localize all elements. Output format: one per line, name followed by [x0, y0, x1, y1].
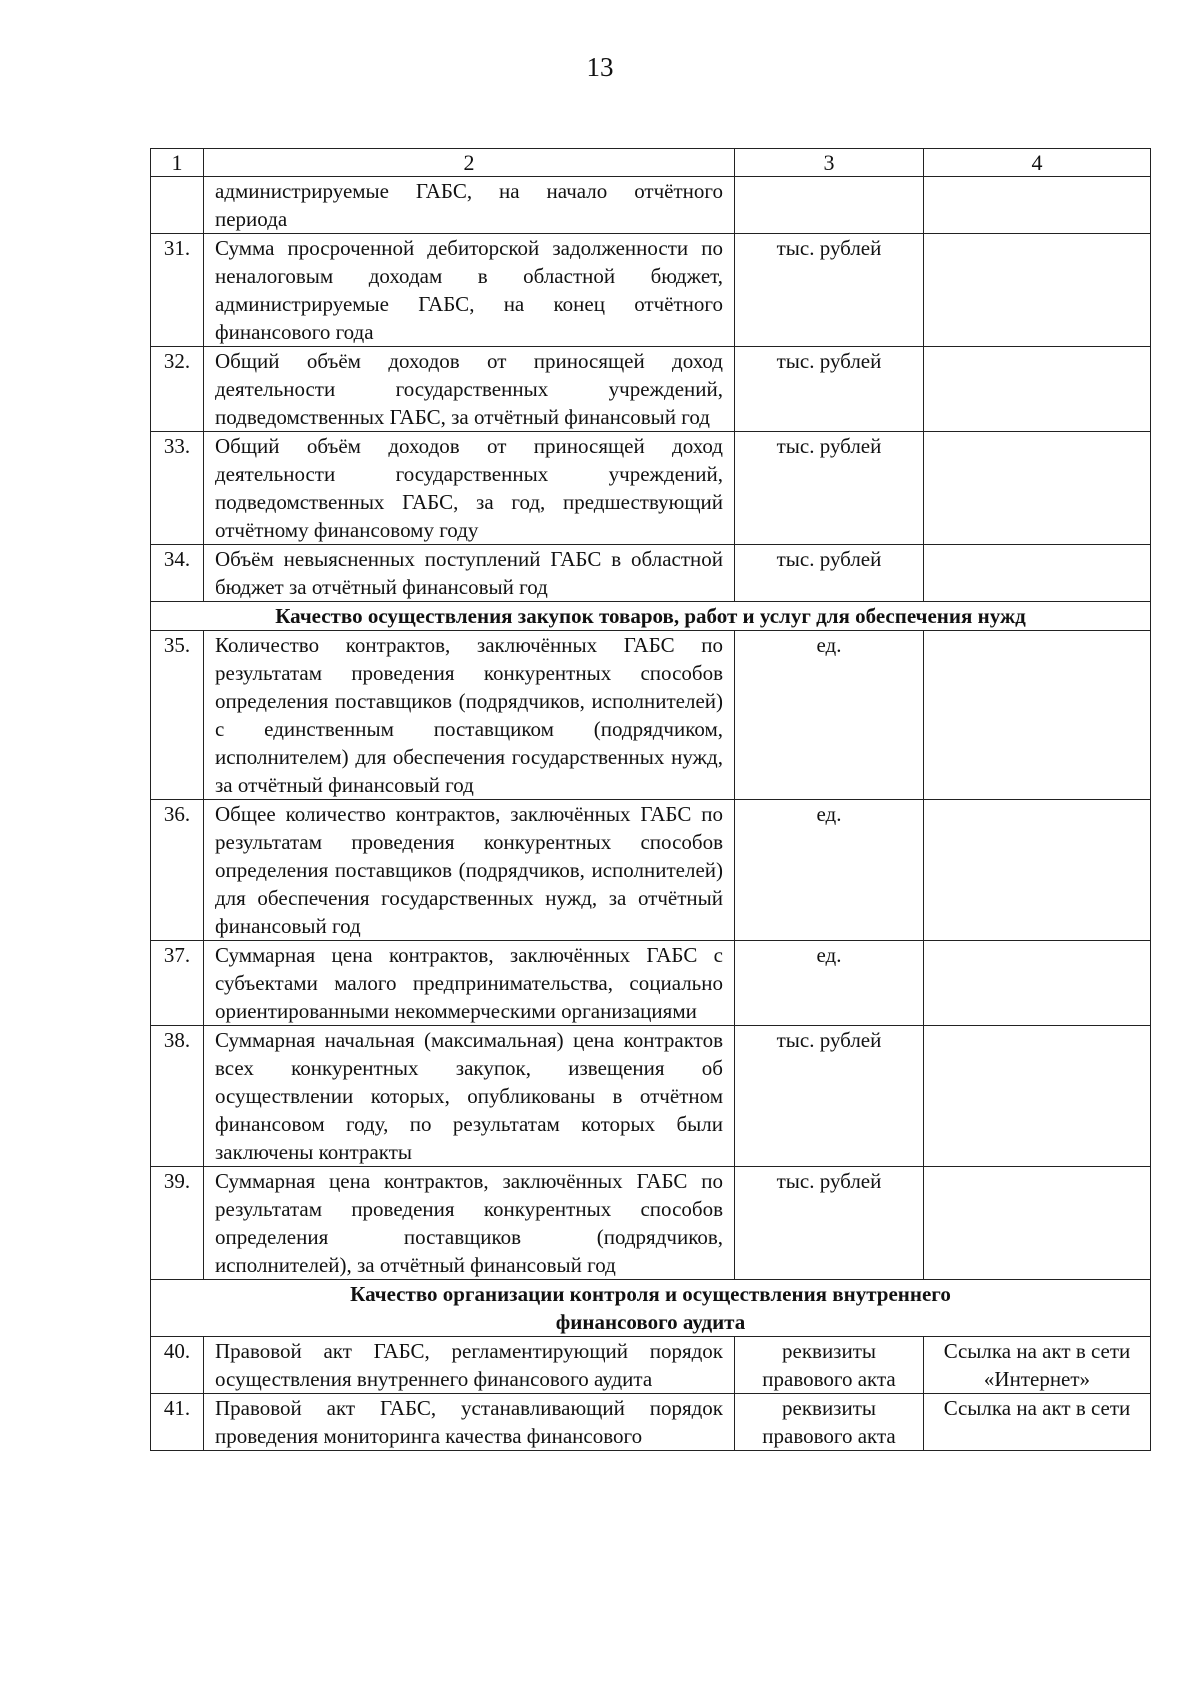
row-description: Суммарная цена контрактов, заключённых ГАБС по результатам проведения конкурентных способов определения поставщиков (подрядчиков, исполнителей), за отчётный финансовый год [204, 1167, 735, 1280]
row-value [924, 1167, 1151, 1280]
section-row [151, 602, 1151, 631]
row-value [924, 234, 1151, 347]
column-header: 4 [924, 149, 1151, 177]
table-row [151, 941, 1151, 1026]
row-description: Общий объём доходов от приносящей доход деятельности государственных учреждений, подведомственных ГАБС, за год, предшествующий отчётному финансовому году [204, 432, 735, 545]
row-number: 35. [151, 631, 204, 800]
table-row [151, 432, 1151, 545]
section-heading-line: Качество организации контроля и осуществления внутреннего [350, 1282, 951, 1306]
row-unit [735, 177, 924, 234]
row-number: 31. [151, 234, 204, 347]
table-row [151, 234, 1151, 347]
row-value [924, 1026, 1151, 1167]
row-number: 38. [151, 1026, 204, 1167]
table-row [151, 545, 1151, 602]
row-unit: тыс. рублей [735, 347, 924, 432]
row-number: 36. [151, 800, 204, 941]
table-row [151, 1026, 1151, 1167]
row-description: Суммарная начальная (максимальная) цена контрактов всех конкурентных закупок, извещения об осуществлении которых, опубликованы в отчётном финансовом году, по результатам которых были заключены контракты [204, 1026, 735, 1167]
table-row [151, 1167, 1151, 1280]
table-row [151, 177, 1151, 234]
row-number: 37. [151, 941, 204, 1026]
row-value [924, 941, 1151, 1026]
row-description: Суммарная цена контрактов, заключённых ГАБС с субъектами малого предпринимательства, социально ориентированными некоммерческими организациями [204, 941, 735, 1026]
page-number: 13 [586, 52, 614, 82]
column-header: 2 [204, 149, 735, 177]
row-unit: тыс. рублей [735, 1167, 924, 1280]
continuation-line: администрируемые ГАБС, на начало отчётного [215, 179, 723, 203]
table-row [151, 1394, 1151, 1451]
row-number: 41. [151, 1394, 204, 1451]
row-unit: ед. [735, 631, 924, 800]
table-row [151, 1337, 1151, 1394]
continuation-line: периода [215, 207, 288, 231]
row-description: Сумма просроченной дебиторской задолженности по неналоговым доходам в областной бюджет, администрируемые ГАБС, на конец отчётного финансового года [204, 234, 735, 347]
row-unit: ед. [735, 941, 924, 1026]
row-number [151, 177, 204, 234]
row-number: 33. [151, 432, 204, 545]
row-value [924, 800, 1151, 941]
row-unit: тыс. рублей [735, 1026, 924, 1167]
row-unit: реквизиты правового акта [735, 1337, 924, 1394]
table-row [151, 631, 1151, 800]
row-unit: тыс. рублей [735, 234, 924, 347]
table-row [151, 347, 1151, 432]
row-unit: реквизиты правового акта [735, 1394, 924, 1451]
column-header: 1 [151, 149, 204, 177]
row-description: Правовой акт ГАБС, устанавливающий порядок проведения мониторинга качества финансового [204, 1394, 735, 1451]
row-value [924, 177, 1151, 234]
row-unit: ед. [735, 800, 924, 941]
section-heading: Качество осуществления закупок товаров, работ и услуг для обеспечения нужд [151, 602, 1151, 631]
row-value [924, 631, 1151, 800]
row-unit: тыс. рублей [735, 432, 924, 545]
row-description: Общий объём доходов от приносящей доход деятельности государственных учреждений, подведомственных ГАБС, за отчётный финансовый год [204, 347, 735, 432]
section-heading-line: финансового аудита [555, 1310, 746, 1334]
row-description: Количество контрактов, заключённых ГАБС по результатам проведения конкурентных способов определения поставщиков (подрядчиков, исполнителей) с единственным поставщиком (подрядчиком, исполнителем) для обеспечения государственных нужд, за отчётный финансовый год [204, 631, 735, 800]
row-unit: тыс. рублей [735, 545, 924, 602]
row-number: 39. [151, 1167, 204, 1280]
row-number: 32. [151, 347, 204, 432]
row-description: Объём невыясненных поступлений ГАБС в областной бюджет за отчётный финансовый год [204, 545, 735, 602]
row-value: Ссылка на акт в сети «Интернет» [924, 1337, 1151, 1394]
row-description: Общее количество контрактов, заключённых ГАБС по результатам проведения конкурентных способов определения поставщиков (подрядчиков, исполнителей) для обеспечения государственных нужд, за отчётный финансовый год [204, 800, 735, 941]
row-description [204, 177, 735, 234]
row-value [924, 347, 1151, 432]
row-description: Правовой акт ГАБС, регламентирующий порядок осуществления внутреннего финансового аудита [204, 1337, 735, 1394]
table-header-row [151, 149, 1151, 177]
row-value [924, 432, 1151, 545]
row-value: Ссылка на акт в сети [924, 1394, 1151, 1451]
column-header: 3 [735, 149, 924, 177]
section-row [151, 1280, 1151, 1337]
indicators-table [150, 148, 1151, 1451]
table-row [151, 800, 1151, 941]
row-number: 40. [151, 1337, 204, 1394]
row-number: 34. [151, 545, 204, 602]
section-heading [151, 1280, 1151, 1337]
row-value [924, 545, 1151, 602]
